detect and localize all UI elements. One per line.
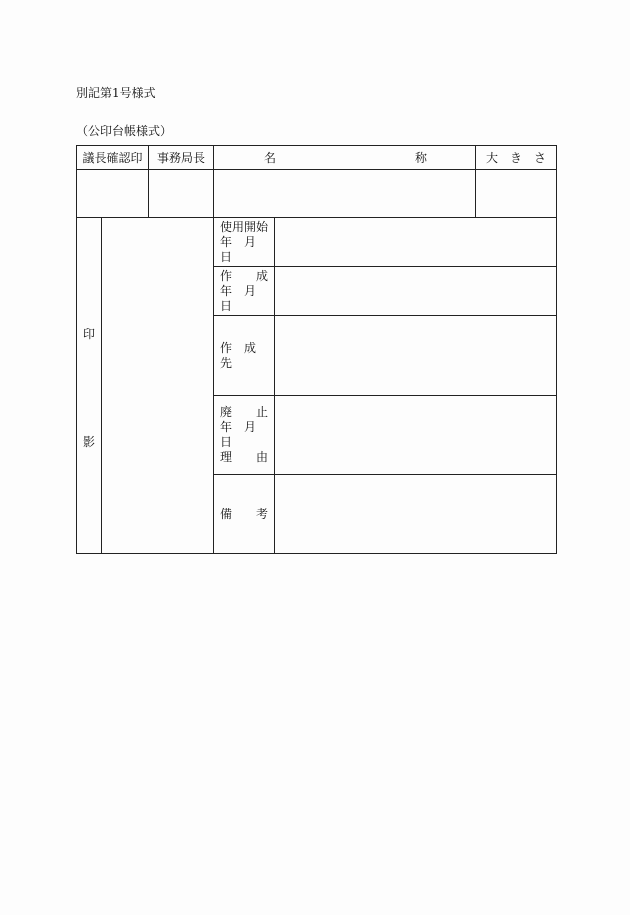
created-by-value[interactable] (274, 315, 557, 396)
chairman-seal-cell[interactable] (76, 169, 149, 218)
impression-label-column (76, 217, 102, 554)
start-date-value[interactable] (274, 217, 557, 267)
created-date-line2: 年 月 日 (220, 283, 269, 313)
name-cell[interactable] (213, 169, 476, 218)
created-date-line1: 作 成 (220, 268, 269, 283)
created-by-text: 作 成 先 (220, 340, 269, 370)
remarks-value[interactable] (274, 474, 557, 554)
size-header (475, 145, 557, 170)
remarks-label (213, 474, 275, 554)
name-header (213, 145, 476, 170)
created-date-value[interactable] (274, 266, 557, 316)
seal-impression-area[interactable] (101, 217, 214, 554)
remarks-text: 備 考 (220, 506, 269, 521)
name-label-left: 名 (264, 151, 277, 165)
impression-label-bottom: 影 (83, 435, 96, 449)
created-by-label (213, 315, 275, 396)
abolished-label (213, 395, 275, 475)
secretary-general-header (148, 145, 214, 170)
abolished-line1: 廃 止 (220, 405, 269, 419)
abolished-value[interactable] (274, 395, 557, 475)
created-date-label (213, 266, 275, 316)
secretary-general-cell[interactable] (148, 169, 214, 218)
form-title: 別記第1号様式 (76, 86, 156, 100)
chairman-seal-header (76, 145, 149, 170)
chairman-seal-label: 議長確認印 (82, 151, 143, 165)
start-date-line1: 使用開始 (220, 219, 269, 234)
abolished-line2: 年 月 日 (220, 420, 269, 449)
secretary-general-label: 事務局長 (156, 151, 205, 165)
abolished-line3: 理 由 (220, 450, 269, 464)
name-label-right: 称 (414, 151, 427, 165)
start-date-label (213, 217, 275, 267)
size-label: 大 き さ (485, 151, 546, 165)
size-cell[interactable] (475, 169, 557, 218)
start-date-line2: 年 月 日 (220, 234, 269, 264)
form-subtitle: （公印台帳様式） (76, 124, 173, 138)
impression-label-top: 印 (83, 327, 96, 341)
